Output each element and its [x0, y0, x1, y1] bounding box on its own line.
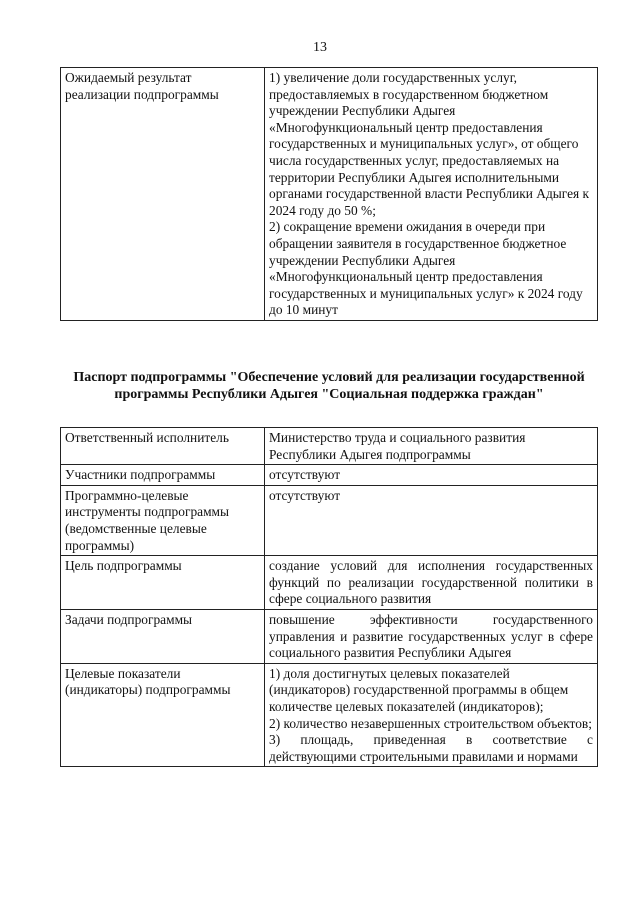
section-title: Паспорт подпрограммы "Обеспечение условий для реализации государственной программы Республики Адыгея "Социальная поддержка граждан" — [73, 370, 585, 402]
result-item: 1) увеличение доли государственных услуг, предоставляемых в государственном бюджетном учреждении Республики Адыгея «Многофункциональный центр предоставления государственных и муниципальных услуг», от общего числа государственных услуг, предоставляемых на территории Республики Адыгея исполнительными органами государственной власти Республики Адыгея к 2024 году до 50 %; — [269, 70, 590, 218]
row-value — [265, 663, 598, 767]
row-label: Участники подпрограммы — [61, 465, 265, 486]
result-item: 2) сокращение времени ожидания в очереди при обращении заявителя в государственное бюджетное учреждении Республики Адыгея «Многофункциональный центр предоставления государственных и муниципальных услуг» к 2024 году до 10 минут — [269, 219, 583, 318]
row-label: Программно-целевые инструменты подпрограммы (ведомственные целевые программы) — [61, 485, 265, 555]
row-label: Целевые показатели (индикаторы) подпрограммы — [61, 663, 265, 767]
page-number: 13 — [313, 40, 327, 55]
row-label: Цель подпрограммы — [61, 556, 265, 610]
expected-results-table — [60, 67, 598, 321]
row-label: Ответственный исполнитель — [61, 428, 265, 465]
table-row — [61, 609, 598, 663]
row-value: отсутствуют — [265, 465, 598, 486]
row-label: Ожидаемый результат реализации подпрограммы — [61, 68, 265, 321]
row-value — [265, 68, 598, 321]
indicator-item: 1) доля достигнутых целевых показателей (индикаторов) государственной программы в общем количестве целевых показателей (индикаторов); — [269, 665, 569, 714]
row-value: отсутствуют — [265, 485, 598, 555]
table-row — [61, 663, 598, 767]
table-row — [61, 428, 598, 465]
row-value: создание условий для исполнения государственных функций по реализации государственной политики в сфере социального развития — [265, 556, 598, 610]
indicator-item: 3) площадь, приведенная в соответствие с действующими строительными правилами и нормами — [269, 732, 593, 764]
indicator-item: 2) количество незавершенных строительством объектов; — [269, 715, 592, 731]
subprogram-passport-table — [60, 427, 598, 767]
table-row — [61, 465, 598, 486]
table-row — [61, 556, 598, 610]
row-label: Задачи подпрограммы — [61, 609, 265, 663]
row-value: повышение эффективности государственного управления и развитие государственных услуг в сфере социального развития Республики Адыгея — [265, 609, 598, 663]
table-row — [61, 485, 598, 555]
table-row — [61, 68, 598, 321]
row-value: Министерство труда и социального развития Республики Адыгея подпрограммы — [265, 428, 598, 465]
